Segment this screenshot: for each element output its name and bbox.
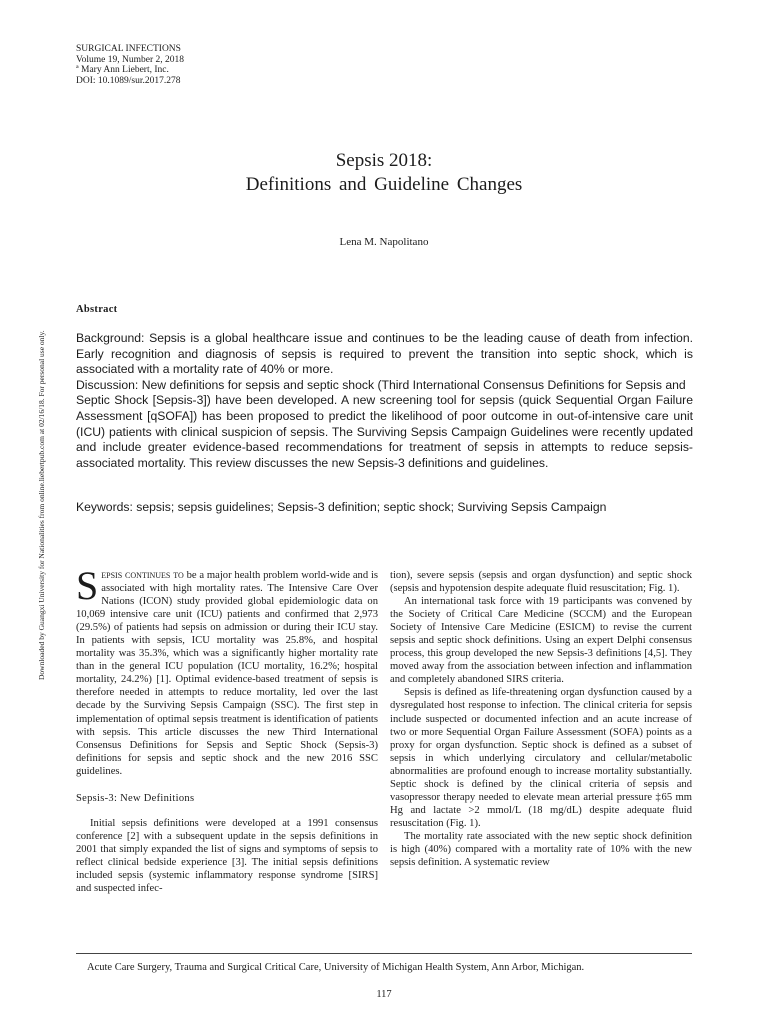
definitions-paragraph-1: Initial sepsis definitions were developed at a 1991 consensus conference [2] with a subsequent update in the sepsis definitions in 2001 that simply expanded the list of signs and symptoms of sepsis to reflect clinical bedside experience [3]. The initial sepsis definitions included sepsis (systemic inflammatory response syndrome [SIRS] and suspected infec-: [76, 817, 378, 895]
intro-paragraph-text: be a major health problem world-wide and is associated with high mortality rates. The Intensive Care Over Nations (ICON) study provided global epidemiologic data on 10,069 intensive care unit (ICU) patients and confirmed that 2,973 (29.5%) of patients had sepsis on admission or during their ICU stay. In patients with sepsis, ICU mortality was 25.8%, and hospital mortality was 35.3%, which was a significantly higher mortality rate than in the general ICU population (ICU mortality, 16.2%; hospital mortality, 24.2%) [1]. Optimal evidence-based treatment of sepsis is therefore needed in attempts to reduce mortality, led over the last decade by the Surviving Sepsis Campaign (SSC). The first step in implementation of optimal sepsis treatment is identification of patients with sepsis. This article discusses the new Third International Consensus Definitions for Sepsis and Septic Shock (Sepsis-3) definitions for sepsis and septic shock and the new 2016 SSC guidelines.: [76, 570, 379, 777]
abstract-heading: Abstract: [76, 304, 118, 315]
abstract-background: Background: Sepsis is a global healthcare issue and continues to be the leading cause of death from infection. Early recognition and diagnosis of sepsis is required to prevent the transition into septic shock, which is associated with a mortality rate of 40% or more.: [76, 331, 693, 377]
journal-copyright: ª Mary Ann Liebert, Inc.: [76, 65, 169, 75]
task-force-paragraph: An international task force with 19 participants was convened by the Society of Critical Care Medicine (SCCM) and the European Society of Intensive Care Medicine (ESICM) to revise the current sepsis and septic shock definitions. Using an expert Delphi consensus process, this group developed the new Sepsis-3 definitions [4,5]. They moved away from the association between infection and inflammation and completely abandoned SIRS criteria.: [390, 596, 692, 686]
author-affiliation: Acute Care Surgery, Trauma and Surgical Critical Care, University of Michigan Health System, Ann Arbor, Michigan.: [87, 962, 585, 973]
abstract-keywords: Keywords: sepsis; sepsis guidelines; Sepsis-3 definition; septic shock; Surviving Sepsis Campaign: [76, 500, 607, 514]
body-column-left: [76, 563, 379, 895]
intro-paragraph: [76, 563, 379, 778]
abstract-discussion-2: Septic Shock [Sepsis-3]) have been developed. A new screening tool for sepsis (quick Sequential Organ Failure Assessment [qSOFA]) has been proposed to predict the likelihood of poor outcome in out-of-intensive care unit (ICU) patients with clinical suspicion of sepsis. The Surviving Sepsis Campaign Guidelines were recently updated and include greater evidence-based recommendations for treatment of sepsis in attempts to reduce sepsis- associated mortality. This review discusses the new Sepsis-3 definitions and guidelines.: [76, 393, 693, 470]
download-watermark: Downloaded by Guangxi University for Nationalities from online.liebertpub.com at 02/16/18. For personal use only.: [37, 330, 46, 680]
abstract-body: [76, 331, 693, 471]
drop-cap: S: [76, 563, 99, 608]
journal-doi: DOI: 10.1089/sur.2017.278: [76, 75, 181, 86]
page-number: 117: [376, 989, 392, 1000]
section-heading-sepsis-3: Sepsis-3: New Definitions: [76, 792, 195, 804]
intro-lead-in: epsis continues to: [101, 569, 184, 581]
definitions-paragraph-continued: tion), severe sepsis (sepsis and organ dysfunction) and septic shock (sepsis and hypotension despite adequate fluid resuscitation; Fig. 1).: [390, 570, 692, 595]
footer-divider: [76, 953, 692, 954]
mortality-paragraph: The mortality rate associated with the new septic shock definition is high (40%) compared with a mortality rate of 10% with the new sepsis definition. A systematic review: [390, 830, 692, 869]
abstract-discussion-1: Discussion: New definitions for sepsis and septic shock (Third International Consensus Definitions for Sepsis and: [76, 377, 686, 392]
body-column-right: [390, 569, 692, 869]
journal-name: SURGICAL INFECTIONS: [76, 44, 181, 54]
journal-header: [76, 44, 184, 86]
article-title-line-2: Definitions and Guideline Changes: [245, 174, 523, 195]
journal-volume: Volume 19, Number 2, 2018: [76, 54, 185, 65]
sepsis-definition-paragraph: Sepsis is defined as life-threatening organ dysfunction caused by a dysregulated host response to infection. The clinical criteria for sepsis include suspected or documented infection and an acute increase of two or more Sequential Organ Failure Assessment (SOFA) points as a proxy for organ dysfunction. Septic shock is defined as a subset of sepsis in which underlying circulatory and cellular/metabolic abnormalities are profound enough to increase mortality substantially. Septic shock is defined by the clinical criteria of sepsis and vasopressor therapy needed to elevate mean arterial pressure ‡65 mm Hg and lactate >2 mmol/L (18 mg/dL) despite adequate fluid resuscitation (Fig. 1).: [390, 687, 692, 829]
author-name: Lena M. Napolitano: [339, 236, 429, 248]
article-title-line-1: Sepsis 2018:: [335, 150, 433, 171]
